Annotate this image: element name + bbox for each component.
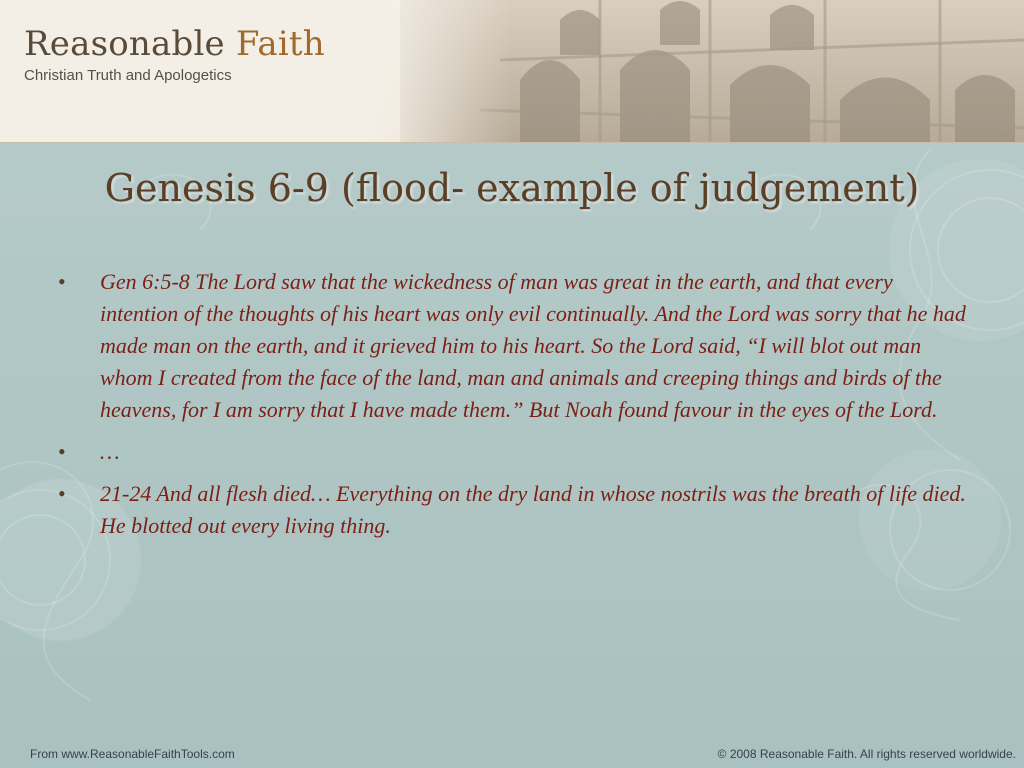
- brand-tagline: Christian Truth and Apologetics: [24, 67, 232, 84]
- bullet-text: 21-24 And all flesh died… Everything on the dry land in whose nostrils was the breath of life died. He blotted out every living thing.: [100, 481, 966, 538]
- brand-logo: [24, 24, 325, 86]
- bullet-item: [56, 436, 976, 468]
- bullet-marker: •: [58, 481, 66, 506]
- bullet-item: [56, 478, 976, 542]
- bullet-text: Gen 6:5-8 The Lord saw that the wickedness of man was great in the earth, and that every intention of the thoughts of his heart was only evil continually. And the Lord was sorry that he had made man on the earth, and it grieved him to his heart. So the Lord said, “I will blot out man whom I created from the face of the land, man and animals and creeping things and birds of the heavens, for I am sorry that I have made them.” But Noah found favour in the eyes of the Lord.: [100, 269, 966, 422]
- slide-title: Genesis 6-9 (flood- example of judgement): [104, 166, 920, 210]
- footer: [0, 744, 1024, 768]
- header-banner: [0, 0, 1024, 143]
- brand-name-main: Reasonable: [24, 24, 236, 64]
- bullet-text: …: [100, 439, 120, 464]
- footer-source: From www.ReasonableFaithTools.com: [30, 747, 235, 761]
- brand-name: [24, 24, 325, 64]
- bullet-list: [56, 266, 976, 552]
- footer-copyright: © 2008 Reasonable Faith. All rights reserved worldwide.: [717, 747, 1016, 761]
- bullet-marker: •: [58, 439, 66, 464]
- bullet-item: [56, 266, 976, 426]
- bullet-marker: •: [58, 269, 66, 294]
- brand-name-accent: Faith: [235, 24, 325, 64]
